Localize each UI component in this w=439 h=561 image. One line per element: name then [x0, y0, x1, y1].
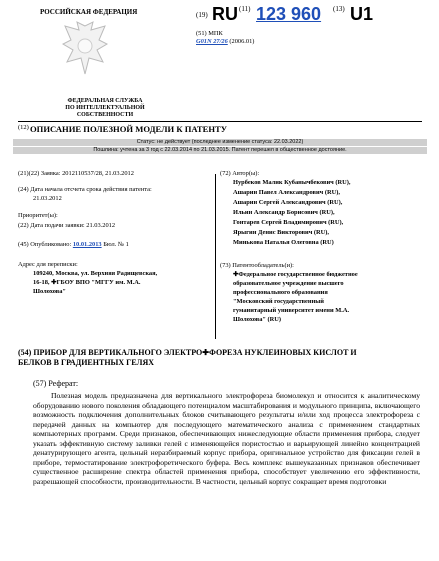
agency-name — [50, 98, 160, 119]
author-name: Гонтарев Сергей Владимирович (RU), — [233, 219, 344, 226]
invention-title-line-2: БЕЛКОВ В ГРАДИЕНТНЫХ ГЕЛЯХ — [18, 358, 155, 367]
author-name: Ашарин Сергей Александрович (RU), — [233, 199, 343, 206]
country-name: РОССИЙСКАЯ ФЕДЕРАЦИЯ — [40, 8, 138, 16]
author-name: Минькова Наталья Олеговна (RU) — [233, 239, 334, 246]
ipc-block — [196, 38, 254, 46]
fee-line: Пошлина: учтена за 3 год с 22.03.2014 по 21.03.2015. Патент перешел в общественное достояние. — [13, 147, 427, 154]
authors-label: (72) Автор(ы): — [220, 170, 260, 177]
term-start-date: 21.03.2012 — [33, 195, 62, 202]
owner-line: Шолохова" (RU) — [233, 316, 282, 323]
invention-title-line-1: (54) ПРИБОР ДЛЯ ВЕРТИКАЛЬНОГО ЭЛЕКТРО✚ФОРЕЗА НУКЛЕИНОВЫХ КИСЛОТ И — [18, 348, 357, 357]
author-name: Ашарин Павел Александрович (RU), — [233, 189, 340, 196]
code-11: (11) — [239, 5, 251, 13]
patent-number-link[interactable]: 123 960 — [256, 4, 322, 24]
column-divider — [215, 174, 216, 339]
address-line: 109240, Москва, ул. Верхняя Радищевская, — [33, 270, 158, 277]
ipc-class-link[interactable]: G01N 27/26 — [196, 38, 228, 45]
abstract-text: Полезная модель предназначена для вертикального электрофореза биомолекул и относится к аналитическому оборудованию нового поколения обладающего потенциалом масштабирования и модульного принципа, включающего возможность подключения дополнительных блоков считывающего результаты и/или ход процесса электрофореза с передачей данных на компьютер для последующего математического анализа с применением стандартных компьютерных программ. Среди признаков, обеспечивающих нижеследующие области применения прибора, следует указать эффективную систему заливки гелей с изменяющейся пористостью и варьирующей линейно концентрацией денатурирующего агента, цельный неразбираемый корпус прибора, оригинальное устройство для фиксации гелей в приборе, термостатирование электрофоретического буфера. Весь комплекс вышеуказанных признаков обеспечивает существенное расширение спектра областей применения прибора, способствует увеличению его эффективности, разрешающей способности, производительности. В частности, цельный корпус сокращает время подготовки — [33, 391, 420, 486]
author-name: Нурбеков Малик Кубанычбекович (RU), — [233, 179, 351, 186]
owner-label: (73) Патентообладатель(и): — [220, 262, 294, 269]
owner-line: профессионального образования — [233, 289, 328, 296]
agency-line-2: ПО ИНТЕЛЛЕКТУАЛЬНОЙ СОБСТВЕННОСТИ — [65, 105, 145, 118]
address-line: 16-18, ✚ГБОУ ВПО "МГГУ им. М.А. — [33, 279, 141, 286]
bulletin-number: Бюл. № 1 — [103, 241, 129, 248]
published-label: (45) Опубликовано: — [18, 241, 72, 248]
abstract-label: (57) Реферат: — [33, 379, 79, 388]
owner-line: ✚Федеральное государственное бюджетное — [233, 271, 358, 278]
document-title: ОПИСАНИЕ ПОЛЕЗНОЙ МОДЕЛИ К ПАТЕНТУ — [30, 124, 228, 134]
code-13: (13) — [333, 5, 345, 13]
author-name: Ильин Александр Борисович (RU), — [233, 209, 335, 216]
code-12: (12) — [18, 124, 29, 131]
owner-line: образовательное учреждение высшего — [233, 280, 344, 287]
author-name: Ярыгин Денис Викторович (RU), — [233, 229, 330, 236]
agency-line-1: ФЕДЕРАЛЬНАЯ СЛУЖБА — [67, 98, 143, 104]
address-line: Шолохова" — [33, 288, 66, 295]
address-label: Адрес для переписки: — [18, 261, 78, 268]
state-emblem-icon — [55, 18, 115, 82]
country-code: RU — [212, 4, 238, 24]
invention-title — [18, 348, 357, 368]
publication-line — [18, 241, 129, 249]
kind-code: U1 — [350, 4, 374, 24]
ipc-date: (2006.01) — [229, 38, 255, 45]
owner-line: гуманитарный университет имени М.А. — [233, 307, 350, 314]
status-line: Статус: не действует (последнее изменение статуса: 22.03.2022) — [13, 139, 427, 146]
application-number: (21)(22) Заявка: 2012110537/28, 21.03.2012 — [18, 170, 134, 177]
published-date-link[interactable]: 10.01.2013 — [72, 241, 102, 248]
divider — [18, 121, 422, 122]
term-start-label: (24) Дата начала отсчета срока действия патента: — [18, 186, 152, 193]
owner-line: "Московский государственный — [233, 298, 324, 305]
code-19: (19) — [196, 11, 208, 19]
filing-date: (22) Дата подачи заявки: 21.03.2012 — [18, 222, 116, 229]
ipc-label: (51) МПК — [196, 30, 223, 37]
priority-label: Приоритет(ы): — [18, 212, 58, 219]
